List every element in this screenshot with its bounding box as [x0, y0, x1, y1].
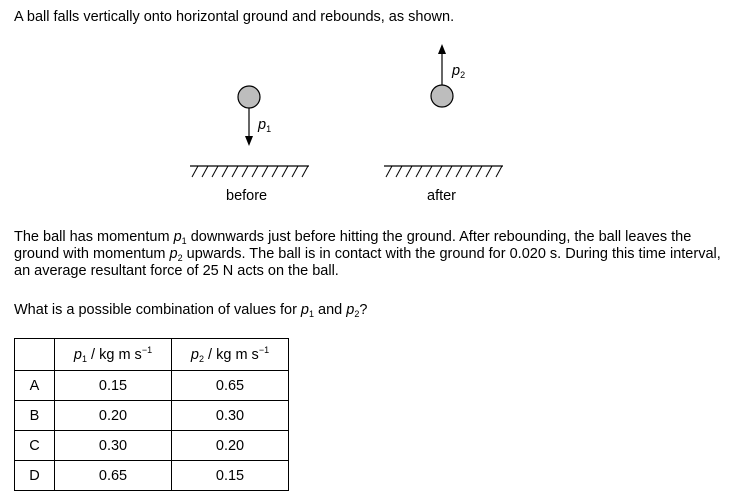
arrow-p1-head-icon [245, 136, 253, 146]
table-row[interactable] [15, 401, 289, 431]
table-header-row [15, 339, 289, 371]
ball-before [238, 86, 260, 108]
option-p1-value: 0.20 [55, 401, 172, 431]
label-p2: $p_2$ [452, 63, 466, 80]
ground-before-hatching [192, 166, 308, 177]
header-p2: $p_2$ / kg m $s^{-1}$ [172, 339, 289, 371]
intro-text: A ball falls vertically onto horizontal ground and rebounds, as shown. [14, 9, 455, 25]
problem-paragraph: The ball has momentum $p_1$ downwards just before hitting the ground. After rebounding, the ball leaves the ground with momentum $p_2$ upwards. The ball is in contact with the ground for 0.020 s. During this time interval, an average resultant force of 25 N acts on the ball. [14, 229, 721, 279]
arrow-p2-head-icon [438, 44, 446, 54]
option-letter[interactable]: C [15, 431, 55, 461]
option-p2-value: 0.15 [172, 461, 289, 491]
ball-after [431, 85, 453, 107]
header-empty [15, 339, 55, 371]
table-row[interactable] [15, 431, 289, 461]
option-p2-value: 0.20 [172, 431, 289, 461]
header-p1: $p_1$ / kg m $s^{-1}$ [55, 339, 172, 371]
option-p1-value: 0.15 [55, 371, 172, 401]
options-table [14, 338, 289, 491]
option-letter[interactable]: A [15, 371, 55, 401]
option-p2-value: 0.30 [172, 401, 289, 431]
question-text: What is a possible combination of values for $p_1$ and $p_2$? [14, 302, 368, 319]
label-before: before [226, 188, 268, 204]
ground-after-hatching [386, 166, 502, 177]
table-row[interactable] [15, 461, 289, 491]
table-row[interactable] [15, 371, 289, 401]
diagram [0, 40, 748, 190]
option-letter[interactable]: B [15, 401, 55, 431]
option-p1-value: 0.65 [55, 461, 172, 491]
label-p1: $p_1$ [258, 117, 272, 134]
option-letter[interactable]: D [15, 461, 55, 491]
option-p2-value: 0.65 [172, 371, 289, 401]
option-p1-value: 0.30 [55, 431, 172, 461]
label-after: after [427, 188, 457, 204]
